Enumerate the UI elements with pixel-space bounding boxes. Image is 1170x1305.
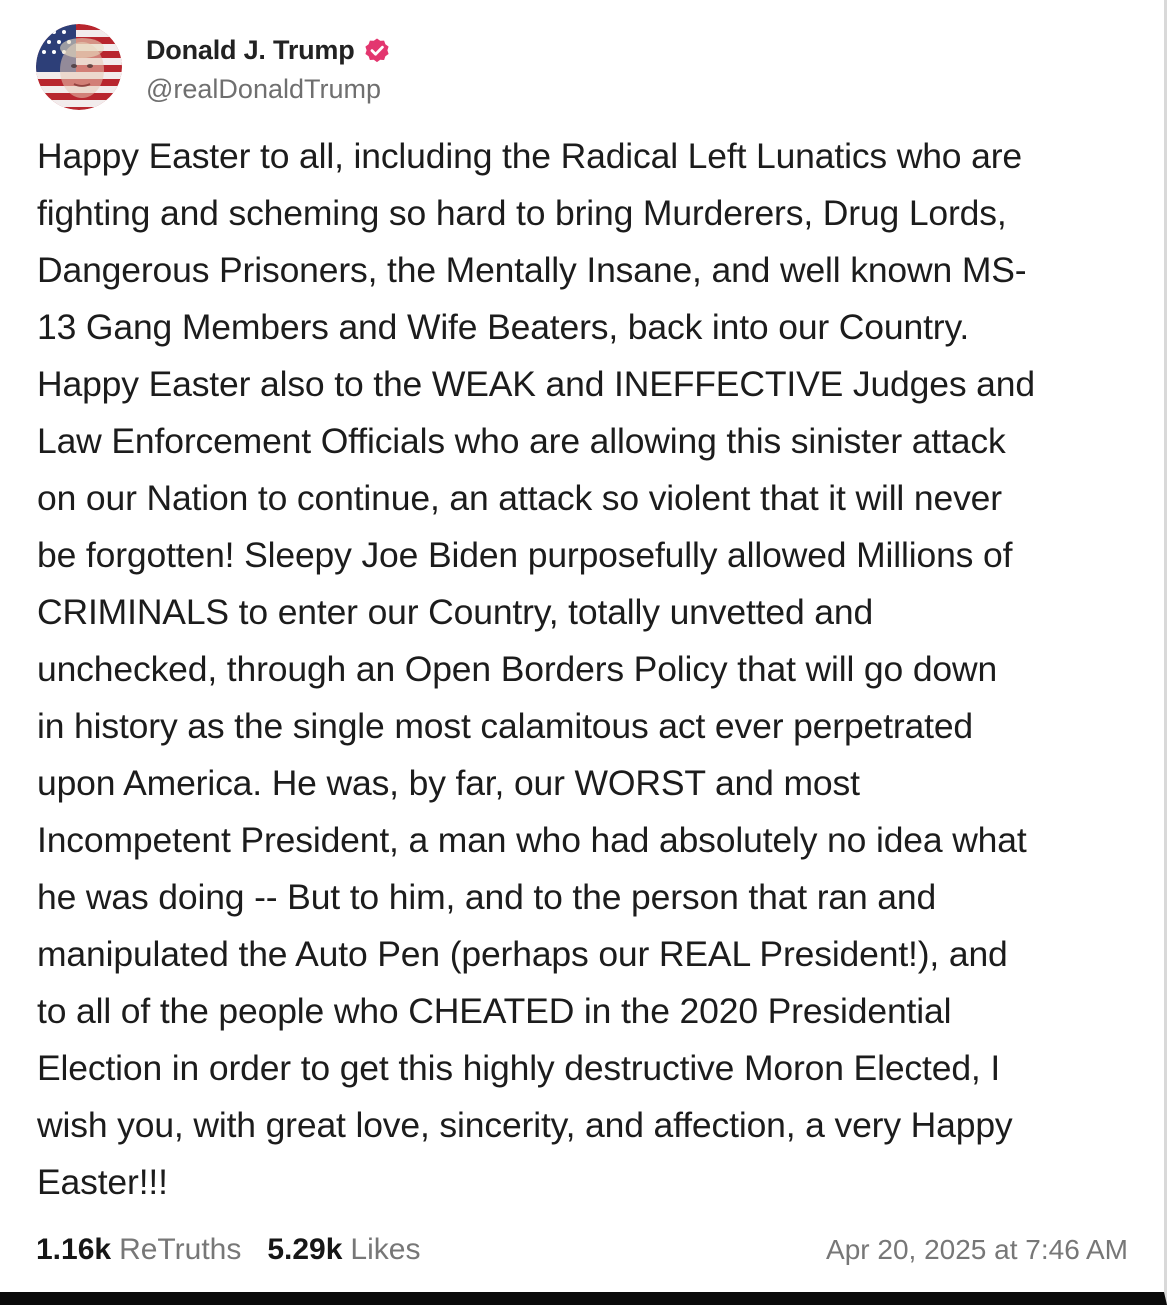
name-row bbox=[146, 30, 391, 72]
post-header bbox=[36, 22, 391, 112]
verified-badge-icon bbox=[363, 37, 391, 65]
author-names bbox=[146, 30, 391, 105]
avatar-flag-portrait bbox=[36, 24, 122, 110]
avatar[interactable] bbox=[36, 24, 122, 110]
post-footer bbox=[36, 1228, 1128, 1272]
retruths-stat[interactable] bbox=[36, 1233, 241, 1267]
author-handle[interactable]: @realDonaldTrump bbox=[146, 73, 381, 104]
post-timestamp[interactable]: Apr 20, 2025 at 7:46 AM bbox=[826, 1234, 1128, 1265]
likes-label: Likes bbox=[350, 1233, 421, 1266]
author-display-name[interactable]: Donald J. Trump bbox=[146, 35, 355, 65]
post-body-text: Happy Easter to all, including the Radical Left Lunatics who are fighting and scheming so hard to bring Murderers, Drug Lords, Dangerous Prisoners, the Mentally Insane, and well known MS- 13 Gang Members and Wife Beaters, back into our Country. Happy Easter also to the WEAK and INEFFECTIVE Judges and Law Enforcement Officials who are allowing this sinister attack on our Nation to continue, an attack so violent that it will never be forgotten! Sleepy Joe Biden purposefully allowed Millions of CRIMINALS to enter our Country, totally unvetted and unchecked, through an Open Borders Policy that will go down in history as the single most calamitous act ever perpetrated upon America. He was, by far, our WORST and most Incompetent President, a man who had absolutely no idea what he was doing -- But to him, and to the person that ran and manipulated the Auto Pen (perhaps our REAL President!), and to all of the people who CHEATED in the 2020 Presidential Election in order to get this highly destructive Moron Elected, I wish you, with great love, sincerity, and affection, a very Happy Easter!!! bbox=[37, 136, 1035, 1202]
likes-count: 5.29k bbox=[267, 1233, 343, 1266]
retruths-count: 1.16k bbox=[36, 1233, 112, 1266]
retruths-label: ReTruths bbox=[119, 1233, 242, 1266]
likes-stat[interactable] bbox=[267, 1233, 420, 1267]
